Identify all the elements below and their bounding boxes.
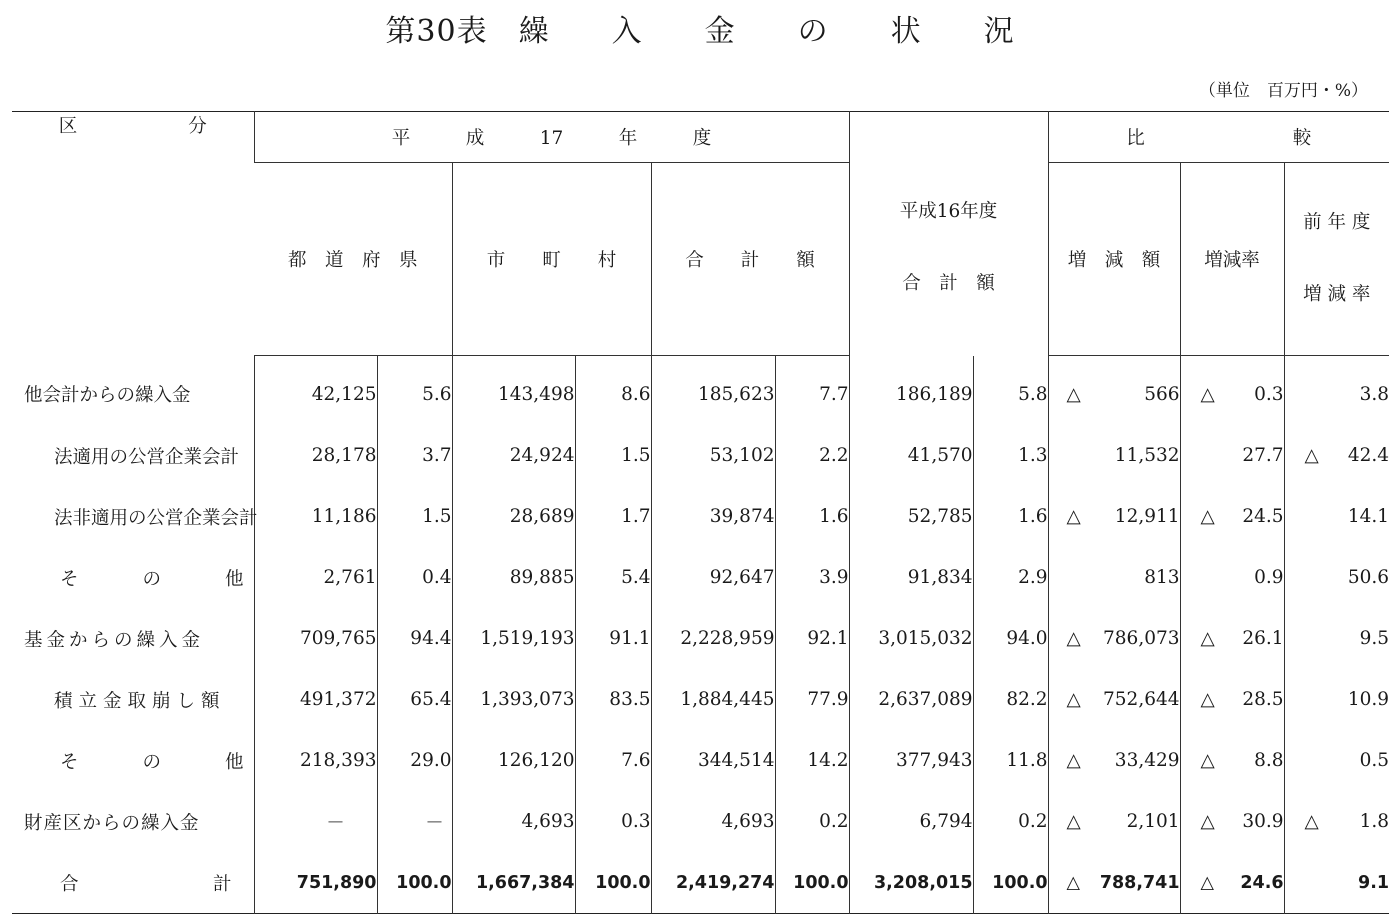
total-pct: 0.2 bbox=[775, 791, 849, 852]
pref-value: 42,125 bbox=[254, 356, 377, 426]
row-label-part: 他 bbox=[224, 751, 244, 773]
fy16-value: 377,943 bbox=[849, 730, 973, 791]
diff-value: 813 bbox=[1144, 567, 1180, 588]
row-label: 積立金取崩し額 bbox=[54, 690, 226, 712]
total-value: 344,514 bbox=[651, 730, 775, 791]
prev-cell bbox=[1284, 852, 1389, 914]
rate-cell bbox=[1180, 608, 1284, 669]
total-pct: 2.2 bbox=[775, 425, 849, 486]
header-pref: 都 道 府 県 bbox=[254, 163, 452, 356]
decrease-mark: △ bbox=[1200, 689, 1215, 710]
row-label-part: 計 bbox=[212, 873, 232, 895]
decrease-mark: △ bbox=[1200, 384, 1215, 405]
rate-cell bbox=[1180, 486, 1284, 547]
muni-pct: 7.6 bbox=[575, 730, 651, 791]
decrease-mark bbox=[1285, 384, 1305, 405]
header-kubun: 区 分 bbox=[58, 116, 207, 137]
row-label bbox=[12, 730, 254, 791]
transfer-table bbox=[12, 111, 1389, 914]
decrease-mark bbox=[1181, 567, 1201, 588]
fy16-value: 52,785 bbox=[849, 486, 973, 547]
muni-pct: 5.4 bbox=[575, 547, 651, 608]
total-pct: 14.2 bbox=[775, 730, 849, 791]
total-pct: 100.0 bbox=[775, 852, 849, 914]
fy16-value: 3,015,032 bbox=[849, 608, 973, 669]
pref-value: 751,890 bbox=[254, 852, 377, 914]
pref-pct: 100.0 bbox=[377, 852, 452, 914]
pref-value: 709,765 bbox=[254, 608, 377, 669]
table-row bbox=[12, 425, 1389, 486]
diff-value: 566 bbox=[1144, 384, 1180, 405]
row-label: 財産区からの繰入金 bbox=[24, 812, 200, 834]
diff-cell bbox=[1048, 669, 1180, 730]
row-label: 法非適用の公営企業会計 bbox=[54, 507, 258, 529]
header-muni: 市 町 村 bbox=[452, 163, 651, 356]
muni-pct: 91.1 bbox=[575, 608, 651, 669]
decrease-mark: △ bbox=[1200, 872, 1214, 893]
table-row bbox=[12, 791, 1389, 852]
rate-value: 28.5 bbox=[1242, 689, 1284, 710]
prev-cell bbox=[1284, 669, 1389, 730]
row-label bbox=[12, 547, 254, 608]
header-rate: 増減率 bbox=[1180, 163, 1284, 356]
rate-value: 8.8 bbox=[1254, 750, 1284, 771]
total-pct: 1.6 bbox=[775, 486, 849, 547]
row-label: 基金からの繰入金 bbox=[24, 629, 205, 651]
fy16-value: 41,570 bbox=[849, 425, 973, 486]
decrease-mark bbox=[1285, 689, 1305, 710]
row-label-part: 合 bbox=[60, 873, 79, 895]
diff-value: 33,429 bbox=[1114, 750, 1180, 771]
row-label-part: の bbox=[142, 568, 161, 590]
decrease-mark: △ bbox=[1200, 811, 1215, 832]
muni-value: 1,667,384 bbox=[452, 852, 575, 914]
fy16-pct: 100.0 bbox=[973, 852, 1048, 914]
pref-pct: 0.4 bbox=[377, 547, 452, 608]
header-prev-rate bbox=[1284, 163, 1389, 356]
decrease-mark bbox=[1285, 628, 1305, 649]
decrease-mark: △ bbox=[1066, 872, 1080, 893]
fy16-pct: 1.3 bbox=[973, 425, 1048, 486]
decrease-mark bbox=[1285, 506, 1305, 527]
decrease-mark bbox=[1285, 750, 1305, 771]
prev-cell bbox=[1284, 791, 1389, 852]
muni-pct: 1.5 bbox=[575, 425, 651, 486]
fy16-pct: 5.8 bbox=[973, 356, 1048, 426]
prev-value: 10.9 bbox=[1347, 689, 1390, 710]
pref-pct: 94.4 bbox=[377, 608, 452, 669]
total-row bbox=[12, 852, 1389, 914]
fy16-pct: 1.6 bbox=[973, 486, 1048, 547]
diff-value: 11,532 bbox=[1114, 445, 1180, 466]
prev-value: 50.6 bbox=[1347, 567, 1390, 588]
prev-value: 0.5 bbox=[1359, 750, 1390, 771]
prev-value: 42.4 bbox=[1347, 445, 1390, 466]
pref-value: 491,372 bbox=[254, 669, 377, 730]
header-fy16-line2: 合 計 額 bbox=[902, 273, 995, 294]
row-label-part: の bbox=[142, 751, 161, 773]
decrease-mark bbox=[1285, 873, 1305, 893]
decrease-mark: △ bbox=[1066, 384, 1081, 405]
table-title: 第30表 繰 入 金 の 状 況 bbox=[385, 14, 1015, 49]
muni-value: 24,924 bbox=[452, 425, 575, 486]
prev-cell bbox=[1284, 425, 1389, 486]
muni-pct: 83.5 bbox=[575, 669, 651, 730]
diff-cell bbox=[1048, 852, 1180, 914]
unit-note: （単位 百万円・%） bbox=[1198, 81, 1368, 101]
prev-value: 9.5 bbox=[1359, 628, 1390, 649]
rate-cell bbox=[1180, 356, 1284, 426]
pref-pct: 65.4 bbox=[377, 669, 452, 730]
rate-value: 0.3 bbox=[1254, 384, 1284, 405]
muni-value: 1,393,073 bbox=[452, 669, 575, 730]
total-value: 53,102 bbox=[651, 425, 775, 486]
prev-cell bbox=[1284, 547, 1389, 608]
decrease-mark: △ bbox=[1066, 811, 1081, 832]
pref-value: － bbox=[254, 791, 377, 852]
total-value: 2,228,959 bbox=[651, 608, 775, 669]
fy16-pct: 2.9 bbox=[973, 547, 1048, 608]
decrease-mark bbox=[1049, 445, 1067, 466]
fy16-pct: 0.2 bbox=[973, 791, 1048, 852]
diff-value: 786,073 bbox=[1103, 628, 1180, 649]
muni-pct: 8.6 bbox=[575, 356, 651, 426]
header-prev-line1: 前 年 度 bbox=[1303, 212, 1371, 233]
diff-value: 788,741 bbox=[1099, 872, 1180, 893]
decrease-mark: △ bbox=[1304, 811, 1319, 832]
row-label-part: 他 bbox=[224, 568, 244, 590]
muni-value: 4,693 bbox=[452, 791, 575, 852]
fy16-pct: 11.8 bbox=[973, 730, 1048, 791]
prev-cell bbox=[1284, 730, 1389, 791]
diff-cell bbox=[1048, 547, 1180, 608]
header-fy17: 平 成 17 年 度 bbox=[254, 112, 849, 163]
pref-pct: 5.6 bbox=[377, 356, 452, 426]
pref-pct: 3.7 bbox=[377, 425, 452, 486]
decrease-mark: △ bbox=[1200, 750, 1215, 771]
total-value: 92,647 bbox=[651, 547, 775, 608]
rate-value: 24.6 bbox=[1240, 872, 1284, 893]
decrease-mark bbox=[1285, 567, 1305, 588]
decrease-mark bbox=[1181, 445, 1201, 466]
header-diff: 増 減 額 bbox=[1048, 163, 1180, 356]
pref-value: 28,178 bbox=[254, 425, 377, 486]
decrease-mark: △ bbox=[1200, 628, 1215, 649]
total-pct: 3.9 bbox=[775, 547, 849, 608]
prev-cell bbox=[1284, 486, 1389, 547]
fy16-value: 2,637,089 bbox=[849, 669, 973, 730]
decrease-mark: △ bbox=[1066, 628, 1081, 649]
total-value: 185,623 bbox=[651, 356, 775, 426]
diff-cell bbox=[1048, 730, 1180, 791]
table-row bbox=[12, 486, 1389, 547]
table-row bbox=[12, 669, 1389, 730]
table-row bbox=[12, 730, 1389, 791]
pref-pct: － bbox=[377, 791, 452, 852]
pref-pct: 29.0 bbox=[377, 730, 452, 791]
total-pct: 77.9 bbox=[775, 669, 849, 730]
muni-pct: 1.7 bbox=[575, 486, 651, 547]
decrease-mark: △ bbox=[1304, 445, 1319, 466]
pref-value: 218,393 bbox=[254, 730, 377, 791]
rate-cell bbox=[1180, 425, 1284, 486]
rate-value: 30.9 bbox=[1242, 811, 1284, 832]
rate-cell bbox=[1180, 791, 1284, 852]
diff-value: 2,101 bbox=[1126, 811, 1180, 832]
diff-cell bbox=[1048, 486, 1180, 547]
muni-value: 28,689 bbox=[452, 486, 575, 547]
muni-value: 1,519,193 bbox=[452, 608, 575, 669]
total-value: 1,884,445 bbox=[651, 669, 775, 730]
pref-value: 11,186 bbox=[254, 486, 377, 547]
rate-value: 26.1 bbox=[1242, 628, 1284, 649]
decrease-mark bbox=[1049, 567, 1067, 588]
prev-cell bbox=[1284, 608, 1389, 669]
header-compare: 比 較 bbox=[1048, 112, 1389, 163]
total-pct: 7.7 bbox=[775, 356, 849, 426]
muni-value: 126,120 bbox=[452, 730, 575, 791]
rate-value: 27.7 bbox=[1242, 445, 1284, 466]
total-value: 2,419,274 bbox=[651, 852, 775, 914]
pref-pct: 1.5 bbox=[377, 486, 452, 547]
diff-cell bbox=[1048, 425, 1180, 486]
fy16-value: 3,208,015 bbox=[849, 852, 973, 914]
row-label: 他会計からの繰入金 bbox=[24, 385, 191, 407]
fy16-pct: 94.0 bbox=[973, 608, 1048, 669]
diff-cell bbox=[1048, 356, 1180, 426]
prev-value: 14.1 bbox=[1347, 506, 1390, 527]
rate-cell bbox=[1180, 547, 1284, 608]
table-row bbox=[12, 547, 1389, 608]
total-value: 39,874 bbox=[651, 486, 775, 547]
rate-cell bbox=[1180, 669, 1284, 730]
pref-value: 2,761 bbox=[254, 547, 377, 608]
diff-value: 12,911 bbox=[1114, 506, 1180, 527]
muni-value: 143,498 bbox=[452, 356, 575, 426]
fy16-value: 91,834 bbox=[849, 547, 973, 608]
decrease-mark: △ bbox=[1066, 750, 1081, 771]
row-label-part: そ bbox=[60, 568, 79, 590]
prev-value: 9.1 bbox=[1358, 872, 1390, 893]
prev-value: 3.8 bbox=[1359, 384, 1390, 405]
prev-value: 1.8 bbox=[1359, 811, 1390, 832]
rate-cell bbox=[1180, 730, 1284, 791]
diff-cell bbox=[1048, 608, 1180, 669]
header-prev-line2: 増 減 率 bbox=[1303, 284, 1371, 305]
total-value: 4,693 bbox=[651, 791, 775, 852]
muni-value: 89,885 bbox=[452, 547, 575, 608]
decrease-mark: △ bbox=[1066, 689, 1081, 710]
prev-cell bbox=[1284, 356, 1389, 426]
rate-value: 0.9 bbox=[1254, 567, 1284, 588]
fy16-value: 186,189 bbox=[849, 356, 973, 426]
header-fy16 bbox=[849, 112, 1048, 356]
fy16-value: 6,794 bbox=[849, 791, 973, 852]
table-row bbox=[12, 356, 1389, 426]
diff-value: 752,644 bbox=[1103, 689, 1180, 710]
table-row bbox=[12, 608, 1389, 669]
fy16-pct: 82.2 bbox=[973, 669, 1048, 730]
header-fy16-line1: 平成16年度 bbox=[899, 201, 998, 222]
decrease-mark: △ bbox=[1066, 506, 1081, 527]
row-label-part: そ bbox=[60, 751, 79, 773]
rate-cell bbox=[1180, 852, 1284, 914]
row-label: 法適用の公営企業会計 bbox=[54, 446, 240, 468]
total-pct: 92.1 bbox=[775, 608, 849, 669]
muni-pct: 100.0 bbox=[575, 852, 651, 914]
muni-pct: 0.3 bbox=[575, 791, 651, 852]
header-total: 合 計 額 bbox=[651, 163, 849, 356]
diff-cell bbox=[1048, 791, 1180, 852]
rate-value: 24.5 bbox=[1242, 506, 1284, 527]
decrease-mark: △ bbox=[1200, 506, 1215, 527]
row-label bbox=[12, 852, 254, 914]
